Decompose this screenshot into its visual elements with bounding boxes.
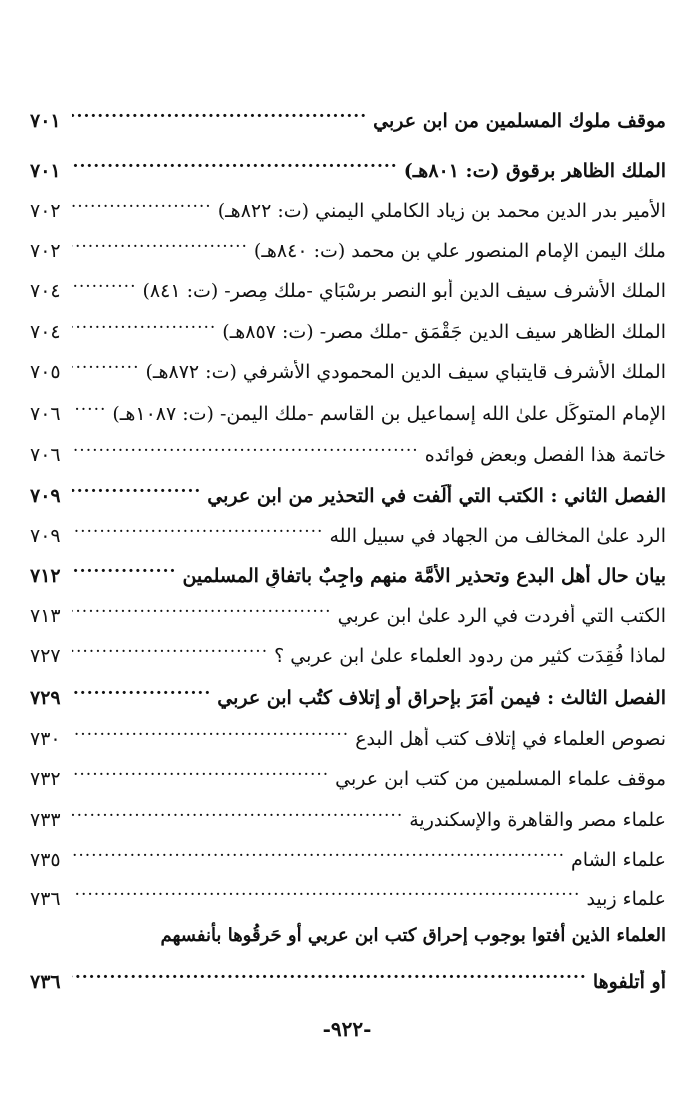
entry-title: لماذا فُقِدَت كثير من ردود العلماء علىٰ ابن عربي ؟ bbox=[274, 645, 666, 667]
toc-entry bbox=[30, 881, 666, 911]
entry-title-line1: العلماء الذين أفتوا بوجوب إحراق كتب ابن عربي أو حَرقُوها بأنفسهم bbox=[160, 925, 666, 946]
leader-dots bbox=[72, 193, 212, 217]
toc-entry bbox=[30, 761, 666, 791]
entry-page: ٧٣٦ bbox=[30, 888, 61, 910]
entry-title: الإمام المتوكِّل علىٰ الله إسماعيل بن القاسم -ملك اليمن- (ت: ١٠٨٧هـ) bbox=[112, 403, 666, 425]
leader-dots bbox=[72, 354, 140, 378]
entry-title: الفصل الثالث : فيمن أَمَرَ بإحراق أو إتلاف كتُب ابن عربي bbox=[217, 687, 666, 709]
entry-page: ٧٠٥ bbox=[30, 361, 61, 383]
toc-entry bbox=[30, 964, 666, 994]
entry-page: ٧١٣ bbox=[30, 605, 61, 627]
entry-title: الرد علىٰ المخالف من الجهاد في سبيل الله bbox=[329, 525, 666, 547]
entry-title: الملك الظاهر برقوق (ت: ٨٠١هـ) bbox=[403, 160, 666, 182]
entry-page: ٧٣٢ bbox=[30, 768, 61, 790]
toc-entry bbox=[30, 103, 666, 133]
toc-entry bbox=[30, 233, 666, 263]
entry-title: الفصل الثاني : الكتب التي أُلِّفت في التحذير من ابن عربي bbox=[207, 485, 666, 507]
leader-dots bbox=[72, 396, 106, 420]
leader-dots bbox=[72, 842, 565, 866]
entry-title: علماء مصر والقاهرة والإسكندرية bbox=[409, 809, 666, 831]
entry-page: ٧٣٦ bbox=[30, 971, 61, 993]
entry-title: علماء زبيد bbox=[586, 888, 666, 910]
entry-page: ٧٠٩ bbox=[30, 525, 61, 547]
leader-dots bbox=[72, 478, 201, 502]
toc-entry bbox=[30, 721, 666, 751]
entry-title: الأمير بدر الدين محمد بن زياد الكاملي اليمني (ت: ٨٢٢هـ) bbox=[217, 200, 666, 222]
leader-dots bbox=[72, 680, 211, 704]
entry-title: الملك الأشرف سيف الدين أبو النصر برسْبَاي -ملك مِصر- (ت: ٨٤١) bbox=[142, 280, 666, 302]
entry-page: ٧٢٧ bbox=[30, 645, 61, 667]
leader-dots bbox=[72, 802, 403, 826]
entry-title-line2: أو أتلفوها bbox=[592, 971, 666, 993]
entry-title: علماء الشام bbox=[571, 849, 666, 871]
leader-dots bbox=[72, 314, 216, 338]
entry-page: ٧٣٥ bbox=[30, 849, 61, 871]
leader-dots bbox=[72, 518, 323, 542]
entry-page: ٧٠١ bbox=[30, 110, 61, 132]
leader-dots bbox=[72, 598, 332, 622]
entry-page: ٧٠١ bbox=[30, 160, 61, 182]
toc-entry bbox=[30, 518, 666, 548]
leader-dots bbox=[72, 233, 248, 257]
entry-title: ملك اليمن الإمام المنصور علي بن محمد (ت: ٨٤٠هـ) bbox=[253, 240, 666, 262]
entry-page: ٧١٢ bbox=[30, 565, 61, 587]
entry-page: ٧٠٢ bbox=[30, 240, 61, 262]
toc-entry bbox=[30, 354, 666, 384]
entry-page: ٧٠٦ bbox=[30, 444, 61, 466]
leader-dots bbox=[72, 721, 349, 745]
entry-page: ٧٠٩ bbox=[30, 485, 61, 507]
toc-entry bbox=[30, 802, 666, 832]
toc-entry bbox=[30, 153, 666, 183]
toc-entry bbox=[30, 598, 666, 628]
toc-entry bbox=[30, 193, 666, 223]
entry-page: ٧٠٦ bbox=[30, 403, 61, 425]
entry-title: موقف علماء المسلمين من كتب ابن عربي bbox=[335, 768, 666, 790]
entry-title: الملك الظاهر سيف الدين جَقْمَق -ملك مصر- (ت: ٨٥٧هـ) bbox=[222, 321, 666, 343]
entry-page: ٧٢٩ bbox=[30, 687, 61, 709]
toc-entry bbox=[30, 842, 666, 872]
entry-title: الكتب التي أفردت في الرد علىٰ ابن عربي bbox=[337, 605, 666, 627]
entry-page: ٧٠٤ bbox=[30, 280, 61, 302]
entry-page: ٧٣٣ bbox=[30, 809, 61, 831]
entry-page: ٧٠٤ bbox=[30, 321, 61, 343]
entry-title: بيان حال أهل البدع وتحذير الأمَّة منهم واجِبٌ باتفاقِ المسلمين bbox=[182, 565, 666, 587]
leader-dots bbox=[72, 273, 136, 297]
leader-dots bbox=[72, 437, 419, 461]
leader-dots bbox=[72, 153, 398, 177]
entry-page: ٧٣٠ bbox=[30, 728, 61, 750]
chapter-heading-entry bbox=[30, 478, 686, 508]
leader-dots bbox=[72, 103, 367, 127]
leader-dots bbox=[72, 558, 176, 582]
toc-entry bbox=[30, 273, 666, 303]
leader-dots bbox=[72, 881, 580, 905]
page-number: -٩٢٢- bbox=[322, 1017, 372, 1041]
toc-entry bbox=[30, 314, 666, 344]
entry-title: الملك الأشرف قايتباي سيف الدين المحمودي الأشرفي (ت: ٨٧٢هـ) bbox=[145, 361, 666, 383]
chapter-heading-entry bbox=[30, 680, 686, 710]
entry-title: نصوص العلماء في إتلاف كتب أهل البدع bbox=[355, 728, 666, 750]
entry-title: خاتمة هذا الفصل وبعض فوائده bbox=[424, 444, 666, 466]
toc-entry bbox=[30, 558, 666, 588]
entry-page: ٧٠٢ bbox=[30, 200, 61, 222]
entry-title: موقف ملوك المسلمين من ابن عربي bbox=[373, 110, 666, 132]
leader-dots bbox=[72, 964, 587, 988]
toc-entry bbox=[30, 638, 666, 668]
leader-dots bbox=[72, 761, 329, 785]
toc-entry bbox=[30, 396, 666, 426]
leader-dots bbox=[72, 638, 268, 662]
toc-entry bbox=[30, 437, 666, 467]
